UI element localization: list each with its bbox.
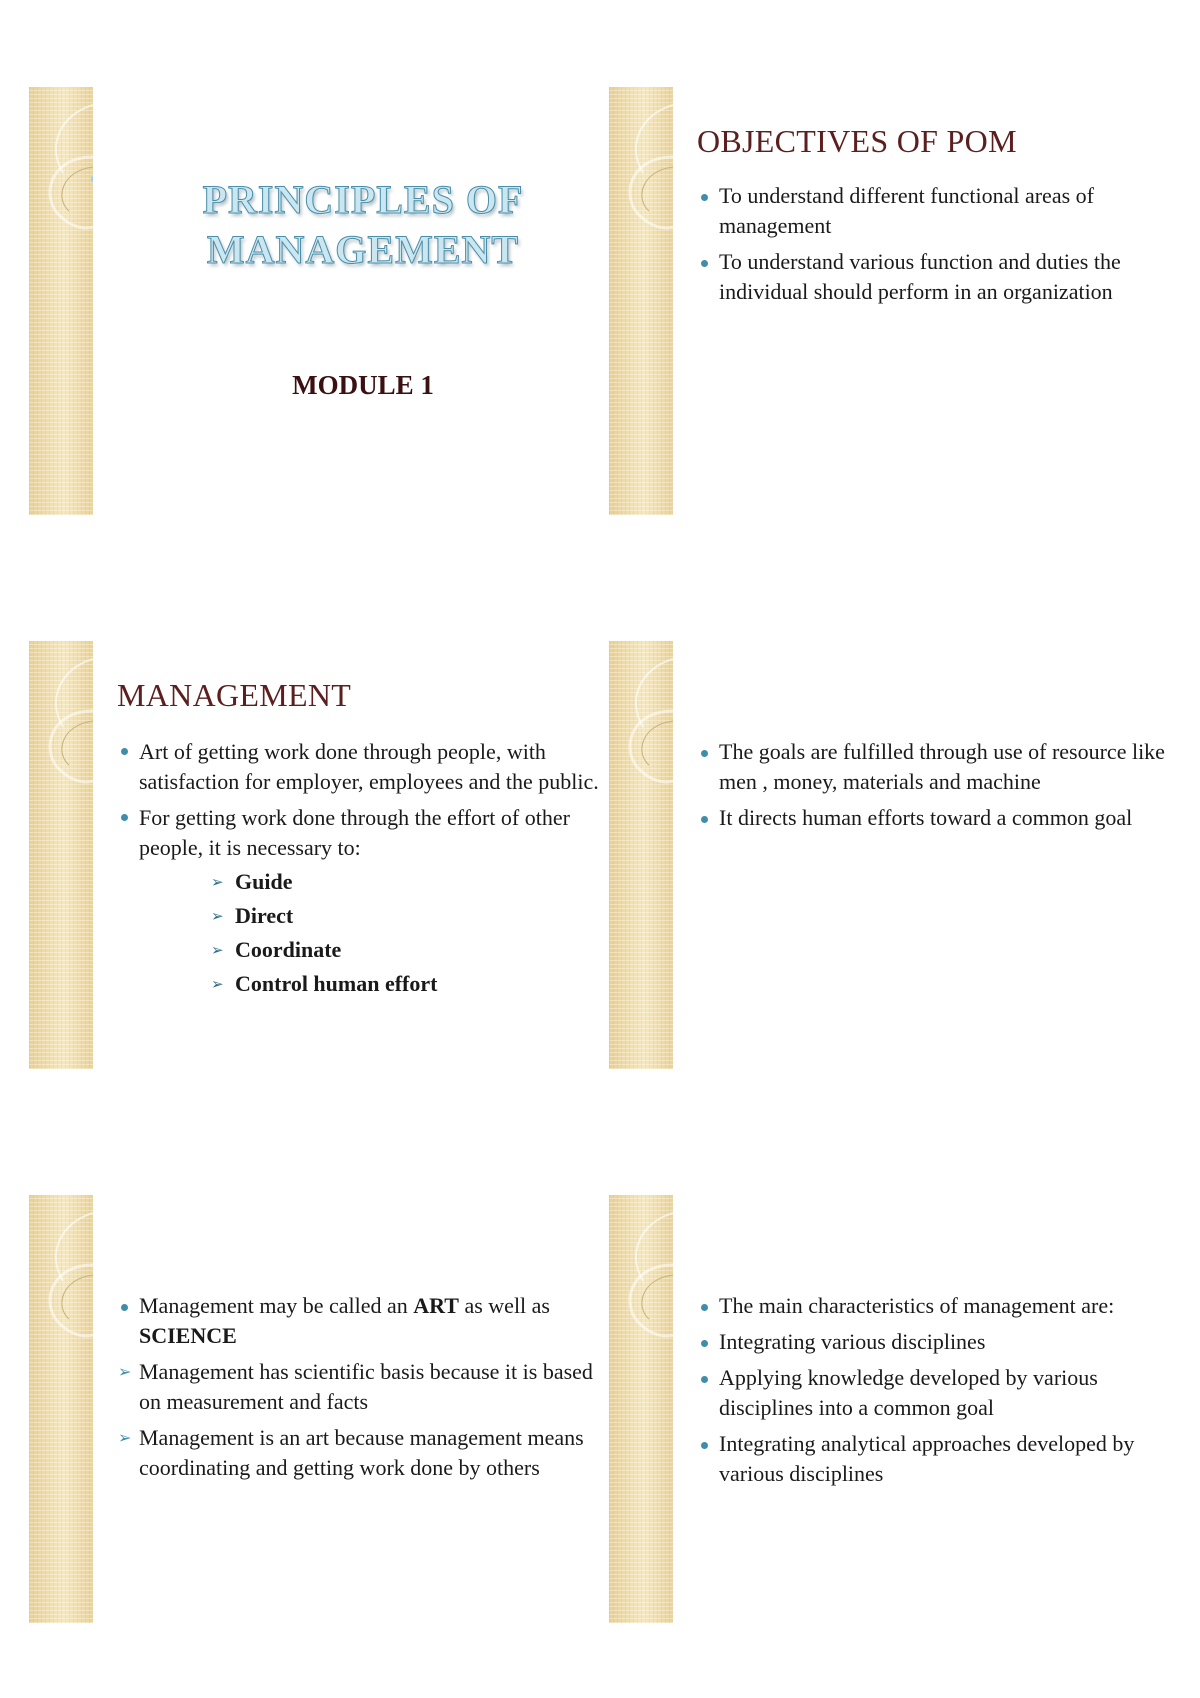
swirl-decoration-icon [29,1195,93,1623]
decorative-strip [609,1195,673,1623]
slide-content [697,641,1189,1069]
arrow-icon: ➢ [118,1430,132,1447]
decorative-strip [609,87,673,515]
decorative-strip [29,87,93,515]
swirl-decoration-icon [609,1195,673,1623]
slide-heading: OBJECTIVES OF POM [697,123,1017,159]
decorative-strip [29,1195,93,1623]
sub-item: ➢ Control human effort [209,969,601,999]
swirl-decoration-icon [29,87,93,515]
list-item: The goals are fulfilled through use of resource like men , money, materials and machine [697,737,1181,797]
bullet-icon [121,748,128,755]
list-item: To understand different functional areas of management [697,181,1181,241]
swirl-decoration-icon [609,641,673,1069]
title-line-1: PRINCIPLES OF [202,177,524,222]
bullet-icon [701,1304,708,1311]
slide-4 [609,641,1189,1069]
bullet-icon [701,260,708,267]
bullet-icon [701,1340,708,1347]
sub-item: ➢ Coordinate [209,935,601,965]
slide-6 [609,1195,1189,1623]
slide-content [697,87,1189,515]
slide-5 [29,1195,609,1623]
title-line-2: MANAGEMENT [206,227,520,272]
arrow-icon: ➢ [211,943,224,959]
bullet-list [117,737,601,1005]
slide-3 [29,641,609,1069]
bullet-list [697,1291,1181,1495]
arrow-icon: ➢ [211,909,224,925]
list-item: ➢ Management is an art because management means coordinating and getting work done by others [118,1425,584,1480]
slide-heading: MANAGEMENT [117,677,352,713]
arrow-icon: ➢ [211,977,224,993]
bullet-list [117,1291,601,1489]
bullet-icon [701,816,708,823]
slide-2 [609,87,1189,515]
arrow-icon: ➢ [118,1364,132,1381]
bullet-icon [701,1376,708,1383]
bullet-icon [701,750,708,757]
sub-list [139,867,601,999]
list-item: It directs human efforts toward a common goal [697,803,1181,833]
bullet-icon [701,194,708,201]
sub-item: ➢ Guide [209,867,601,897]
list-item: Management may be called an ART as well as SCIENCE [117,1291,601,1351]
swirl-decoration-icon [609,87,673,515]
list-item: Integrating analytical approaches developed by various disciplines [697,1429,1181,1489]
decorative-strip [29,641,93,1069]
list-item: Integrating various disciplines [697,1327,1181,1357]
list-item: Art of getting work done through people, with satisfaction for employer, employees and the public. [117,737,601,797]
list-item: To understand various function and duties the individual should perform in an organization [697,247,1181,307]
bullet-list [697,737,1181,839]
bullet-icon [121,1304,128,1311]
decorative-strip [609,641,673,1069]
slide-content [117,87,609,515]
list-item: Applying knowledge developed by various disciplines into a common goal [697,1363,1181,1423]
slide-content [117,1195,609,1623]
bullet-icon [121,814,128,821]
bullet-icon [701,1442,708,1449]
slide-content [117,641,609,1069]
list-item: ➢ Management has scientific basis because it is based on measurement and facts [118,1359,593,1414]
arrow-icon: ➢ [211,875,224,891]
list-item: The main characteristics of management are: [697,1291,1181,1321]
sub-item: ➢ Direct [209,901,601,931]
list-item: For getting work done through the effort of other people, it is necessary to: ➢ Guide ➢ Direct ➢ Coordinate ➢ Control human effort [117,803,601,999]
module-label: MODULE 1 [292,370,434,400]
slide-content [697,1195,1189,1623]
slide-1 [29,87,609,515]
swirl-decoration-icon [29,641,93,1069]
bullet-list [697,181,1181,313]
